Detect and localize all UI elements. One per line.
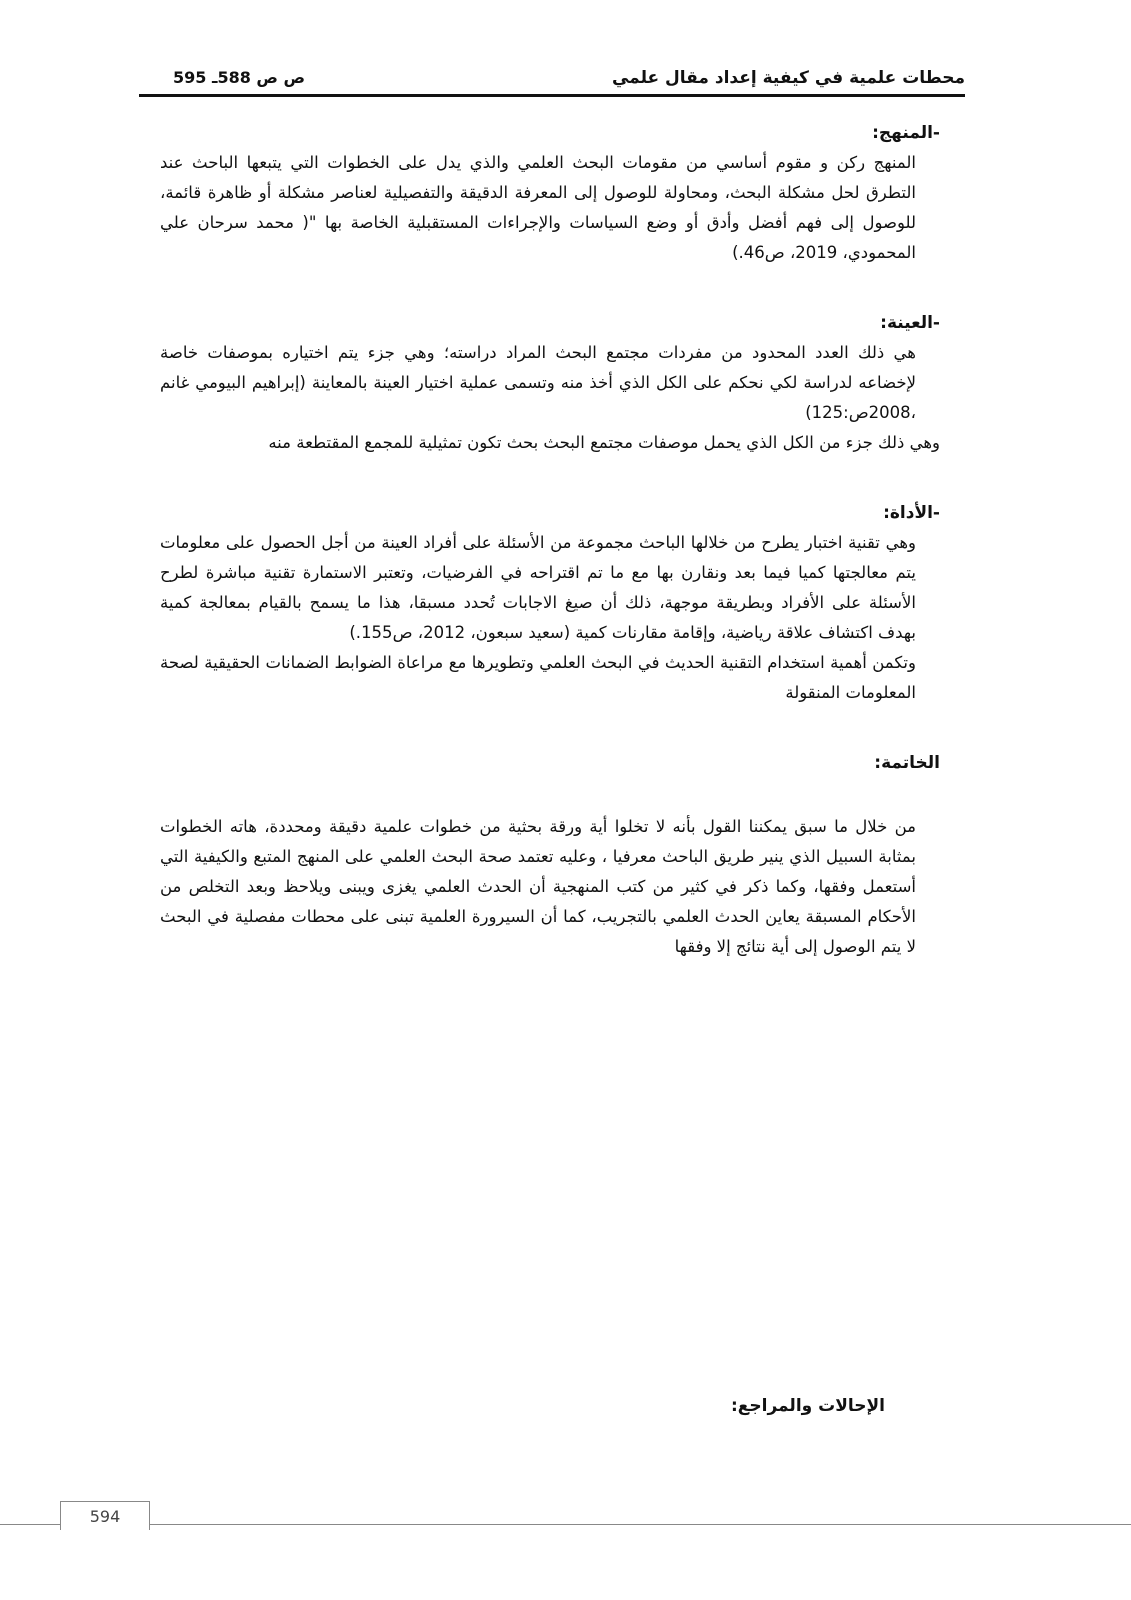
article-body	[160, 118, 940, 962]
tool-paragraph-1: وهي تقنية اختبار يطرح من خلالها الباحث مجموعة من الأسئلة على أفراد العينة من أجل الحصول على معلومات يتم معالجتها كميا فيما بعد ونقارن بها مع ما تم اقتراحه في الفرضيات، وتعتبر الاستمارة تقنية مباشرة لطرح الأسئلة على الأفراد وبطريقة موجهة، ذلك أن صيغ الاجابات تُحدد مسبقا، هذا ما يسمح بالقيام بمعالجة كمية بهدف اكتشاف علاقة رياضية، وإقامة مقارنات كمية (سعيد سبعون، 2012، ص155.)	[160, 533, 916, 642]
sample-paragraph-1: هي ذلك العدد المحدود من مفردات مجتمع البحث المراد دراسته؛ وهي جزء يتم اختياره بموصفات خاصة لإخضاعه لدراسة لكي نحكم على الكل الذي أخذ منه وتسمى عملية اختيار العينة بالمعاينة (إبراهيم البيومي غانم ،2008ص:125)	[160, 343, 916, 422]
page-number: 594	[60, 1501, 150, 1530]
conclusion-paragraph: من خلال ما سبق يمكننا القول بأنه لا تخلوا أية ورقة بحثية من خطوات علمية دقيقة ومحددة، هاته الخطوات بمثابة السبيل الذي ينير طريق الباحث معرفيا ، وعليه تعتمد صحة البحث العلمي على المنهج المتبع والكيفية التي أستعمل وفقها، وكما ذكر في كثير من كتب المنهجية أن الحدث العلمي يغزى ويبنى ويلاحظ وبعد التخلص من الأحكام المسبقة يعاين الحدث العلمي بالتجريب، كما أن السيرورة العلمية تبنى على محطات مفصلية في البحث لا يتم الوصول إلى أية نتائج إلا وفقها	[160, 817, 916, 956]
footer-rule	[0, 1524, 1131, 1525]
section-heading-method: -المنهج:	[872, 123, 940, 143]
page-header	[139, 62, 965, 97]
sample-paragraph-2: وهي ذلك جزء من الكل الذي يحمل موصفات مجتمع البحث بحث تكون تمثيلية للمجمع المقتطعة منه	[268, 433, 940, 452]
section-heading-tool: -الأداة:	[883, 503, 940, 523]
references-heading: الإحالات والمراجع:	[730, 1396, 885, 1416]
section-heading-sample: -العينة:	[880, 313, 940, 333]
method-paragraph: المنهج ركن و مقوم أساسي من مقومات البحث العلمي والذي يدل على الخطوات التي يتبعها الباحث عند التطرق لحل مشكلة البحث، ومحاولة للوصول إلى المعرفة الدقيقة والتفصيلية لعناصر مشكلة أو ظاهرة قائمة، للوصول إلى فهم أفضل وأدق أو وضع السياسات والإجراءات المستقبلية الخاصة بها "( محمد سرحان علي المحمودي، 2019، ص46.)	[160, 153, 916, 262]
running-title: محطات علمية في كيفية إعداد مقال علمي	[611, 68, 965, 88]
tool-paragraph-2: وتكمن أهمية استخدام التقنية الحديث في البحث العلمي وتطويرها مع مراعاة الضوابط الضمانات الحقيقية لصحة المعلومات المنقولة	[160, 653, 916, 702]
page-range: ص ص 588ـ 595	[173, 68, 306, 87]
section-heading-conclusion: الخاتمة:	[874, 753, 940, 773]
